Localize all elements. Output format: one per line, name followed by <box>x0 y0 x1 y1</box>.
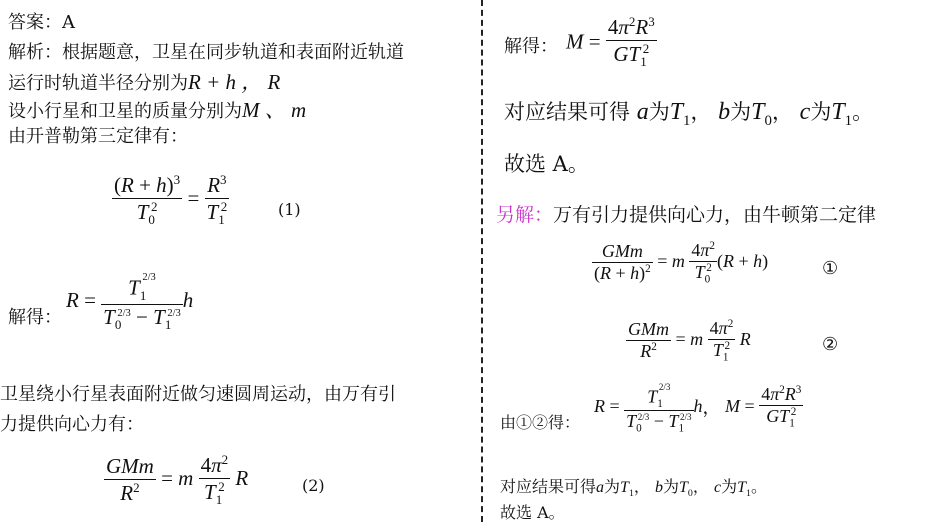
result-line-small: 对应结果可得a为$T_1$， b为$T_0$， c为$T_1$。 <box>500 477 767 500</box>
equation-circle-1: $\frac{\text{GMm}}{(R + h)^2}$ = m $\frac{4\pi^2}{T_0^2}$ (R + h) <box>594 240 769 286</box>
equation-1: $\frac{(R + h)^3}{T_0^2}$ = $\frac{R^3}{T_1^2}$ <box>114 172 228 228</box>
mass-vars: M 、 m <box>242 98 307 122</box>
equation-combined: R = $\frac{T_1^{2/3}}{T_0^{2/3} - T_1^{2/3}}$ h， M = $\frac{4\pi^2R^3}{GT_1^2}$ <box>594 378 803 435</box>
eqc2-lhs-fraction: $\frac{\text{GMm}}{R^2}$ <box>628 319 669 362</box>
analysis-line-1 <box>8 38 404 64</box>
eq-circle-1-tag: ① <box>822 258 839 279</box>
eq-combined-M-fraction: $\frac{4\pi^2R^3}{GT_1^2}$ <box>761 383 802 430</box>
paragraph-line-1: 卫星绕小行星表面附近做匀速圆周运动，由万有引 <box>0 384 396 405</box>
kepler-text: 由开普勒第三定律有： <box>8 126 188 147</box>
answer-label: 答案： <box>8 12 62 33</box>
dashed-column-divider <box>481 0 483 522</box>
eq2-lhs-fraction: $\frac{\text{GMm}}{R^2}$ <box>106 454 154 506</box>
orbit-radii-vars: R + h ， R <box>188 70 281 94</box>
mass-line <box>8 94 306 124</box>
eq1-lhs-fraction: $\frac{(R + h)^3}{T_0^2}$ <box>114 172 181 228</box>
analysis-line-2 <box>8 66 280 96</box>
eq-R-fraction: $\frac{T_1^{2/3}}{T_0^{2/3} - T_1^{2/3}}$ <box>103 272 181 333</box>
kepler-line <box>8 122 188 148</box>
eq1-tag: (1) <box>278 200 301 219</box>
alt-text: 万有引力提供向心力，由牛顿第二定律 <box>553 204 877 226</box>
alt-solution-line <box>496 200 876 227</box>
eq-circle-2-tag: ② <box>822 334 839 355</box>
choose-large: 故选 A。 <box>504 152 589 176</box>
eq1-rhs-fraction: $\frac{R^3}{T_1^2}$ <box>206 172 228 228</box>
eqc1-lhs-fraction: $\frac{\text{GMm}}{(R + h)^2}$ <box>594 241 651 284</box>
equation-M: M = $\frac{4\pi^2R^3}{GT_1^2}$ <box>566 14 655 70</box>
analysis-text-2: 运行时轨道半径分别为 <box>8 73 188 94</box>
mass-text: 设小行星和卫星的质量分别为 <box>8 101 242 122</box>
eq-M-fraction: $\frac{4\pi^2R^3}{GT_1^2}$ <box>607 14 655 70</box>
eq-combined-R-fraction: $\frac{T_1^{2/3}}{T_0^{2/3} - T_1^{2/3}}$ <box>626 382 692 435</box>
result-line-large: 对应结果可得 a为$T_1$， b为$T_0$， c为$T_1$。 <box>504 99 874 129</box>
eq2-tag: (2) <box>302 476 325 495</box>
analysis-label: 解析： <box>8 42 62 63</box>
eqc2-rhs-fraction: $\frac{4\pi^2}{T_1^2}$ <box>709 318 734 364</box>
from-12-label: 由①②得： <box>500 413 581 432</box>
equation-R: R = $\frac{T_1^{2/3}}{T_0^{2/3} - T_1^{2/3}}$ h <box>66 268 193 333</box>
result-large-prefix: 对应结果可得 <box>504 100 630 124</box>
eq2-rhs-fraction: $\frac{4\pi^2}{T_1^2}$ <box>200 452 229 508</box>
equation-2: $\frac{\text{GMm}}{R^2}$ = m $\frac{4\pi^2}{T_1^2}$ R <box>106 452 249 508</box>
equation-circle-2: $\frac{\text{GMm}}{R^2}$ = m $\frac{4\pi^2}{T_1^2}$ R <box>628 318 751 364</box>
result-small-prefix: 对应结果可得 <box>500 477 597 496</box>
paragraph-line-2: 力提供向心力有： <box>0 414 144 435</box>
eqc1-rhs-fraction: $\frac{4\pi^2}{T_0^2}$ <box>691 240 715 286</box>
choose-small: 故选 A。 <box>500 503 565 522</box>
analysis-text-1: 根据题意，卫星在同步轨道和表面附近轨道 <box>62 42 404 63</box>
answer-value: A <box>62 12 75 33</box>
solve-label-right: 解得： <box>504 36 558 57</box>
alt-label: 另解： <box>496 204 554 226</box>
answer-line <box>8 8 75 34</box>
solve-label-left: 解得： <box>8 307 62 328</box>
